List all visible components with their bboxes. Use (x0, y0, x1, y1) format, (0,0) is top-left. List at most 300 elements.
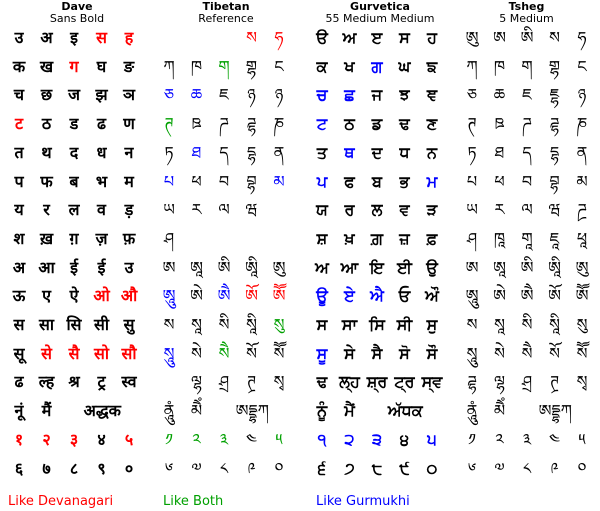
glyph: ༨ (522, 458, 532, 478)
glyph: ਓ (398, 286, 411, 306)
glyph: ਫ਼ (426, 228, 438, 248)
glyph: उ (14, 28, 24, 47)
glyph: སཽ (273, 343, 285, 363)
glyph: སཱུ (466, 343, 478, 363)
glyph: ਈ (397, 257, 412, 277)
glyph: ਦ (371, 142, 383, 162)
glyph: སཻ (521, 343, 533, 363)
column-subtitle: 55 Medium Medium (325, 12, 435, 25)
glyph: ༤ (246, 429, 257, 449)
glyph: ལ (521, 200, 533, 220)
glyph: २ (42, 429, 51, 449)
glyph: སཱ (494, 315, 505, 334)
glyph: ཎ (273, 114, 285, 134)
glyph: इ (70, 28, 78, 47)
glyph: ར (191, 200, 202, 220)
glyph: ཤྲ (521, 372, 533, 392)
glyph: सो (94, 343, 109, 363)
glyph: ਗ਼ (370, 228, 384, 248)
column-title: Tibetan (202, 0, 250, 13)
glyph: ਲ (371, 200, 383, 220)
column-header (305, 1, 455, 25)
glyph: मैं (41, 401, 52, 421)
glyph: ཨཽ (575, 286, 589, 306)
glyph: ਔ (425, 286, 439, 306)
glyph: ཌྷ (246, 114, 257, 134)
glyph: स्व (121, 372, 137, 392)
glyph: ༢ (495, 429, 504, 449)
glyph: ਭ (399, 171, 410, 191)
glyph: ཊ (467, 114, 477, 134)
glyph: ई (97, 257, 106, 277)
glyph: ਞ (426, 85, 438, 105)
glyph: ਸੈ (371, 343, 383, 363)
column-tsheg (455, 0, 598, 511)
glyph: ཕཱ (576, 228, 588, 248)
glyph: ਟ੍ਰ (394, 372, 415, 392)
glyph: ༧ (494, 458, 505, 478)
glyph: ੭ (344, 458, 355, 478)
glyph: झ (95, 85, 108, 105)
glyph: ཊ (164, 114, 174, 134)
glyph: ਲ੍ਹ (339, 372, 360, 392)
glyph: ཨཱི (548, 257, 561, 277)
glyph: ਰ (344, 200, 355, 220)
glyph: ਸੇ (344, 343, 355, 363)
glyph: ཏ (467, 142, 477, 162)
glyph: त (14, 142, 24, 162)
glyph: བ (521, 171, 533, 191)
glyph: ठ (41, 114, 52, 134)
glyph: सि (66, 315, 82, 334)
legend-like-devanagari: Like Devanagari (8, 494, 114, 509)
glyph: ध (96, 142, 107, 162)
glyph: སཱུ (163, 343, 175, 363)
glyph: ਊ (316, 286, 328, 306)
glyph: ਥ (344, 142, 355, 162)
glyph: स (96, 28, 107, 47)
glyph: ਮ (426, 171, 438, 191)
glyph: ਧ (399, 142, 410, 162)
glyph: १ (14, 429, 24, 449)
glyph: སཱ (191, 315, 202, 334)
glyph: ऐ (69, 286, 79, 306)
glyph: ੧ (317, 429, 327, 449)
glyph: ཝ (245, 200, 258, 220)
glyph: ਸ (316, 315, 328, 334)
glyph: भ (95, 171, 108, 191)
glyph: ई (70, 257, 78, 277)
glyph: ༤ (549, 429, 560, 449)
glyph: ਸਿ (369, 315, 385, 334)
glyph: द (69, 142, 79, 162)
wide-word: ਅੱਧਕ (387, 401, 423, 421)
glyph: ਅ (315, 257, 329, 277)
glyph: ཋ (494, 114, 505, 134)
glyph: ཌྲ (577, 200, 587, 220)
glyph: ཨོ (548, 286, 561, 306)
legend-like-gurmukhi: Like Gurmukhi (316, 494, 410, 509)
glyph: सै (68, 343, 80, 363)
glyph: ੲ (371, 28, 383, 47)
glyph: ཁ (493, 56, 506, 76)
glyph: ཉ (274, 85, 284, 105)
glyph: གྷ (245, 56, 258, 76)
glyph: ཨཱ (190, 257, 203, 277)
glyph: च (13, 85, 25, 105)
glyph: स (13, 315, 25, 334)
wide-word: अद्धक (83, 401, 121, 421)
glyph: से (41, 343, 52, 363)
glyph: ਛ (344, 85, 355, 105)
glyph: ༠ (577, 458, 587, 478)
glyph: སུ (576, 315, 588, 334)
glyph: ५ (124, 429, 134, 449)
glyph: ਆ (340, 257, 359, 277)
glyph: ཨ (162, 257, 176, 277)
glyph: ੩ (372, 429, 382, 449)
glyph: ཊྲ (549, 372, 560, 392)
glyph: ཇ (219, 85, 229, 105)
glyph: ਫ (344, 171, 355, 191)
glyph: ञ (123, 85, 135, 105)
glyph: སུ (273, 315, 285, 334)
glyph: ੳ (316, 28, 328, 47)
glyph: ੯ (399, 458, 410, 478)
glyph: མ (576, 171, 588, 191)
glyph: ੮ (371, 458, 383, 478)
glyph: ग (69, 56, 79, 76)
glyph: ਸ੍ਵ (421, 372, 443, 392)
glyph: म (124, 171, 134, 191)
glyph: ས (246, 28, 257, 47)
glyph: ण (123, 114, 135, 134)
glyph: ऊ (12, 286, 26, 306)
glyph: ਸੀ (396, 315, 413, 334)
glyph: ਯ (316, 200, 328, 220)
glyph: ༠ (274, 458, 284, 478)
glyph: सौ (121, 343, 137, 363)
wide-word: ཨདྡྷཀ (235, 401, 269, 421)
glyph: ༩ (247, 458, 256, 478)
glyph: ཌ (219, 114, 229, 134)
glyph: ਝ (399, 85, 410, 105)
glyph: ཨི (520, 257, 534, 277)
glyph: སཱི (246, 315, 257, 334)
glyph: ༥ (275, 429, 283, 449)
glyph: व (97, 200, 106, 220)
glyph: ਨੂੰ (316, 401, 328, 421)
glyph: ཇ (522, 85, 532, 105)
glyph: ཀ (163, 56, 175, 76)
glyph: མཻཾ (190, 401, 203, 421)
glyph: ਉ (426, 257, 438, 277)
glyph: ਙ (426, 56, 438, 76)
glyph: ਸੁ (426, 315, 438, 334)
glyph: ཆ (493, 85, 506, 105)
glyph: ཨུ (575, 257, 589, 277)
glyph: ३ (69, 429, 79, 449)
glyph: ཡ (466, 200, 478, 220)
glyph: ੬ (317, 458, 327, 478)
glyph: ༩ (550, 458, 559, 478)
glyph: ੨ (344, 429, 355, 449)
glyph: सा (39, 315, 54, 334)
glyph: ਚ (316, 85, 328, 105)
glyph: སེ (191, 343, 202, 363)
glyph: ལྷ (494, 372, 505, 392)
glyph: ਸ਼੍ਰ (366, 372, 388, 392)
glyph: श्र (68, 372, 80, 392)
glyph: ७ (42, 458, 51, 478)
glyph: प (14, 171, 24, 191)
glyph: ਏ (344, 286, 355, 306)
glyph: ན (273, 142, 285, 162)
column-header (455, 1, 598, 25)
glyph: ਖ (344, 56, 355, 76)
column-gurvetica (305, 0, 455, 511)
glyph: ཨཻ (217, 286, 231, 306)
glyph: फ़ (122, 228, 136, 248)
glyph: अ (12, 257, 26, 277)
glyph: ཨུ (272, 257, 286, 277)
glyph: ग़ (69, 228, 79, 248)
glyph: ਸੋ (399, 343, 410, 363)
glyph: བྷ (549, 171, 560, 191)
glyph: ཐ (494, 142, 505, 162)
glyph: ਜ (371, 85, 383, 105)
glyph: ལྷ (191, 372, 202, 392)
glyph: ༦ (164, 458, 174, 478)
glyph: ਬ (372, 171, 382, 191)
glyph: ब (69, 171, 79, 191)
glyph: ༧ (191, 458, 202, 478)
glyph: ਅ (342, 28, 357, 47)
glyph: མ (273, 171, 285, 191)
glyph: བྷ (246, 171, 257, 191)
glyph: ਸੂ (316, 343, 328, 363)
glyph: ས (549, 28, 560, 47)
glyph: ਘ (398, 56, 411, 76)
glyph: ཨཱུ (465, 286, 479, 306)
glyph: ཆ (190, 85, 203, 105)
glyph: ਜ਼ (399, 228, 410, 248)
glyph: ज़ (95, 228, 108, 248)
glyph: ཌ (522, 114, 532, 134)
glyph: དྷ (549, 142, 560, 162)
glyph: ཐ (191, 142, 202, 162)
glyph: ཧ (577, 28, 587, 47)
glyph: ਵ (399, 200, 410, 220)
glyph: ཨེ (493, 286, 506, 306)
glyph: ਐ (370, 286, 384, 306)
glyph: ཁཱ (493, 228, 506, 248)
glyph: ਸਾ (341, 315, 358, 334)
glyph: ༡ (165, 429, 173, 449)
column-tibetan (152, 0, 300, 511)
glyph: क (12, 56, 26, 76)
glyph: ག (218, 56, 230, 76)
glyph: ཧ (274, 28, 284, 47)
glyph: ཨཱ (493, 257, 506, 277)
glyph: ༦ (467, 458, 477, 478)
glyph: ༢ (192, 429, 201, 449)
glyph: ༣ (219, 429, 229, 449)
glyph: ཉ (247, 85, 256, 105)
column-subtitle: Reference (198, 12, 254, 25)
glyph: ཤ (163, 228, 175, 248)
glyph: ਗ (371, 56, 383, 76)
glyph: ਮੈਂ (344, 401, 355, 421)
column-title: Dave (61, 0, 93, 13)
glyph: ༡ (468, 429, 476, 449)
glyph: ཇྷ (549, 85, 560, 105)
glyph: ན (576, 142, 588, 162)
glyph: उ (124, 257, 134, 277)
glyph: न (124, 142, 134, 162)
glyph: ཀ (466, 56, 478, 76)
column-subtitle: Sans Bold (49, 12, 105, 25)
glyph: ਇ (370, 257, 384, 277)
glyph: ཏ (164, 142, 174, 162)
glyph: ल्ह (38, 372, 55, 392)
glyph: ङ (123, 56, 135, 76)
glyph: སྭ (273, 372, 285, 392)
glyph: ཤྲ (218, 372, 230, 392)
glyph: ཨ (493, 28, 506, 47)
glyph: ८ (69, 458, 79, 478)
glyph: ཨཻ (520, 286, 534, 306)
glyph: ९ (97, 458, 106, 478)
glyph: པ (163, 171, 175, 191)
glyph: सू (13, 343, 25, 363)
glyph: ਢ (399, 114, 410, 134)
glyph: य (14, 200, 24, 220)
glyph: སོ (246, 343, 257, 363)
glyph: ཌྷ (467, 372, 477, 392)
glyph: ཉ (577, 85, 587, 105)
glyph: གཱ (521, 228, 533, 248)
glyph: ཅ (466, 85, 478, 105)
glyph: ཨ (465, 257, 479, 277)
glyph: ਸੌ (426, 343, 438, 363)
glyph: ख (39, 56, 54, 76)
glyph: ओ (93, 286, 110, 306)
glyph: ནཱུཾ (466, 401, 478, 421)
glyph: ཕ (191, 171, 202, 191)
glyph: ए (42, 286, 51, 306)
glyph: ༣ (522, 429, 532, 449)
glyph: ༥ (578, 429, 586, 449)
glyph: ག (521, 56, 533, 76)
glyph: ढ (14, 372, 24, 392)
glyph: ਹ (427, 28, 437, 47)
glyph: ਡ (371, 114, 383, 134)
glyph: ट (14, 114, 24, 134)
glyph: ར (494, 200, 505, 220)
glyph: सु (123, 315, 135, 334)
glyph: ਸ਼ (316, 228, 328, 248)
glyph: ད (522, 142, 532, 162)
glyph: ਪ (316, 171, 328, 191)
glyph: ད (219, 142, 229, 162)
glyph: ४ (97, 429, 106, 449)
glyph: ཨཱི (245, 257, 258, 277)
glyph: ཋ (191, 114, 202, 134)
glyph: ट्र (97, 372, 106, 392)
glyph: ལ (218, 200, 230, 220)
glyph: ਤ (316, 142, 328, 162)
glyph: ੦ (426, 458, 438, 478)
glyph: ཨེ (190, 286, 203, 306)
glyph: དྷ (246, 142, 257, 162)
glyph: སཻ (218, 343, 230, 363)
column-dave (2, 0, 152, 511)
glyph: ཇཱ (549, 228, 560, 248)
glyph: ནཱུཾ (163, 401, 175, 421)
glyph: नूं (14, 401, 24, 421)
glyph: ཅ (163, 85, 175, 105)
glyph: ང (577, 56, 587, 76)
glyph: ཝ (548, 200, 561, 220)
column-title: Tsheg (508, 0, 545, 13)
column-header (152, 1, 300, 25)
glyph: थ (41, 142, 52, 162)
glyph: ज (68, 85, 80, 105)
glyph: घ (96, 56, 107, 76)
glyph: མཻཾ (493, 401, 506, 421)
glyph: ཕ (494, 171, 505, 191)
glyph: ल (68, 200, 80, 220)
glyph: ਖ਼ (344, 228, 355, 248)
glyph: ੫ (427, 429, 437, 449)
glyph: ཨུ (465, 28, 479, 47)
glyph: ੪ (399, 429, 410, 449)
glyph: ਨ (426, 142, 437, 162)
glyph: ड (69, 114, 79, 134)
glyph: ས (466, 315, 478, 334)
glyph: आ (38, 257, 55, 277)
glyph: སི (521, 315, 533, 334)
glyph: सी (94, 315, 109, 334)
glyph: ཨི (520, 28, 534, 47)
column-title: Gurvetica (350, 0, 410, 13)
glyph: र (43, 200, 50, 220)
glyph: ཨཱུ (162, 286, 176, 306)
glyph: ཡ (163, 200, 175, 220)
glyph: བ (218, 171, 230, 191)
column-subtitle: 5 Medium (499, 12, 554, 25)
glyph: ས (163, 315, 175, 334)
glyph: फ (40, 171, 53, 191)
glyph: ཨོ (245, 286, 258, 306)
glyph: ਟ (316, 114, 328, 134)
glyph: छ (40, 85, 53, 105)
glyph: अ (40, 28, 53, 47)
glyph: ख़ (39, 228, 54, 248)
glyph: ਢ (316, 372, 328, 392)
legend-like-both: Like Both (163, 494, 224, 509)
glyph: ६ (14, 458, 24, 478)
glyph: औ (120, 286, 138, 306)
glyph: གྷ (548, 56, 561, 76)
glyph: ཎ (576, 114, 588, 134)
wide-word: ཨདྡྷཀ (538, 401, 572, 421)
glyph: སོ (549, 343, 560, 363)
glyph: ਠ (344, 114, 355, 134)
glyph: ཊྲ (246, 372, 257, 392)
glyph: श (13, 228, 25, 248)
